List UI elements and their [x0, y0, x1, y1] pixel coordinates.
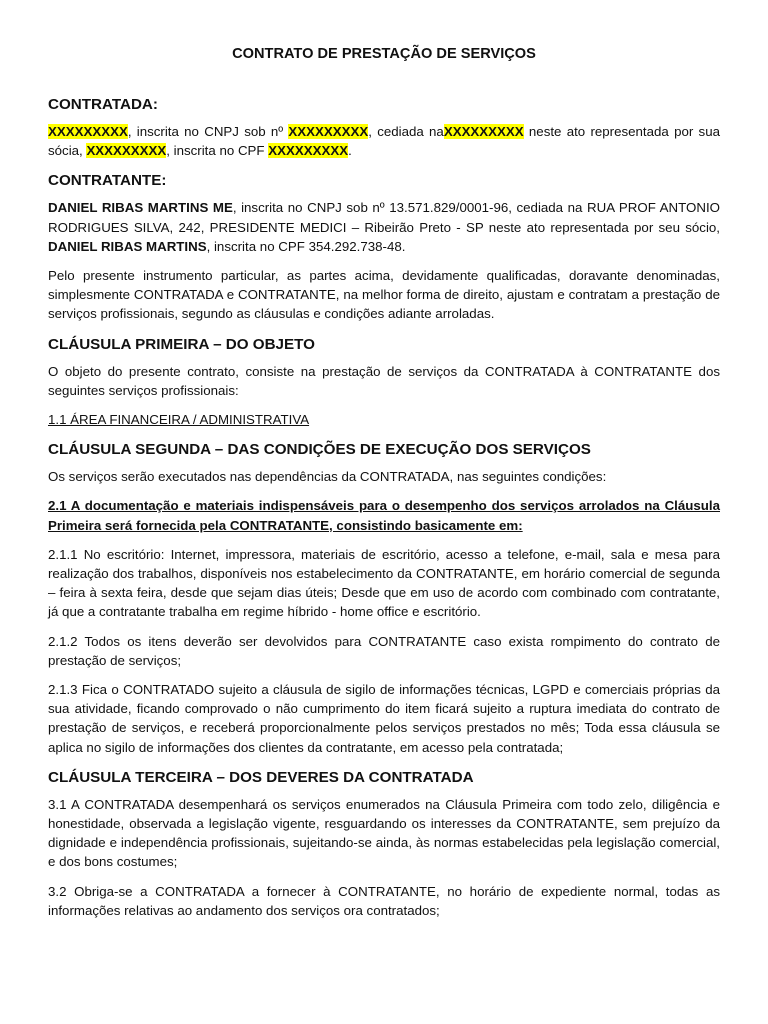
clausula-primeira-heading: CLÁUSULA PRIMEIRA – DO OBJETO [48, 335, 315, 353]
contratada-heading: CONTRATADA: [48, 96, 158, 113]
placeholder-highlight: XXXXXXXXX [48, 124, 128, 139]
placeholder-highlight: XXXXXXXXX [268, 143, 349, 159]
contratante-heading: CONTRATANTE: [48, 172, 167, 190]
clausula-primeira-text: O objeto do presente contrato, consiste na prestação de serviços da CONTRATADA à CONTRATANTE dos seguintes serviços profissionais: [48, 363, 720, 398]
contratada-paragraph: XXXXXXXXX, inscrita no CNPJ sob nº XXXXXXXXX, cediada naXXXXXXXXX neste ato representada por sua sócia, XXXXXXXXX, inscrita no CPF XXXXXXXXX. [48, 124, 720, 159]
contratante-paragraph: DANIEL RIBAS MARTINS ME, inscrita no CNPJ sob nº 13.571.829/0001-96, cediada na RUA PROF ANTONIO RODRIGUES SILVA, 242, PRESIDENTE MEDICI – Ribeirão Preto - SP neste ato representada por seu sócio, DANIEL RIBAS MARTINS, inscrita no CPF 354.292.738-48. [48, 200, 720, 254]
clausula-terceira-heading: CLÁUSULA TERCEIRA – DOS DEVERES DA CONTRATADA [48, 768, 474, 786]
placeholder-highlight: XXXXXXXXX [443, 124, 524, 139]
clausula-primeira-item: 1.1 ÁREA FINANCEIRA / ADMINISTRATIVA [48, 412, 310, 428]
intro-paragraph: Pelo presente instrumento particular, as partes acima, devidamente qualificadas, doravante denominadas, simplesmente CONTRATADA e CONTRATANTE, na melhor forma de direito, ajustam e contratam a prestação de serviços profissionais, segundo as cláusulas e condições adiante arroladas. [48, 268, 720, 322]
clausula-segunda-item-2-1-3: 2.1.3 Fica o CONTRATADO sujeito a cláusula de sigilo de informações técnicas, LGPD e comerciais próprias da sua atividade, ficando comprovado o não cumprimento do item ficará sujeito a ruptura imediata do contrato de prestação de serviços, e receberá proporcionalmente pelos serviços prestados no mês; Toda essa cláusula se aplica no sigilo de informações dos clientes da contratante, em acesso pela contratada; [48, 682, 720, 755]
clausula-segunda-item-2-1: 2.1 A documentação e materiais indispensáveis para o desempenho dos serviços arrolados na Cláusula Primeira será fornecida pela CONTRATANTE, consistindo basicamente em: [48, 498, 720, 533]
contratante-partner: DANIEL RIBAS MARTINS [48, 238, 207, 254]
placeholder-highlight: XXXXXXXXX [288, 124, 369, 139]
clausula-terceira-item-3-1: 3.1 A CONTRATADA desempenhará os serviços enumerados na Cláusula Primeira com todo zelo, diligência e honestidade, observada a legislação vigente, resguardando os interesses da CONTRATANTE, sem prejuízo da dignidade e independência profissionais, sujeitando-se ainda, às normas estabelecidas pela legislação comercial, e dos bons costumes; [48, 796, 720, 870]
clausula-terceira-item-3-2: 3.2 Obriga-se a CONTRATADA a fornecer à CONTRATANTE, no horário de expediente normal, todas as informações relativas ao andamento dos serviços ora contratados; [48, 883, 720, 918]
clausula-segunda-item-2-1-2: 2.1.2 Todos os itens deverão ser devolvidos para CONTRATANTE caso exista rompimento do contrato de prestação de serviços; [48, 633, 720, 668]
placeholder-highlight: XXXXXXXXX [86, 143, 167, 159]
document-title: CONTRATO DE PRESTAÇÃO DE SERVIÇOS [232, 46, 536, 62]
clausula-segunda-text: Os serviços serão executados nas dependências da CONTRATADA, nas seguintes condições: [48, 469, 607, 485]
clausula-segunda-heading: CLÁUSULA SEGUNDA – DAS CONDIÇÕES DE EXECUÇÃO DOS SERVIÇOS [48, 441, 591, 459]
clausula-segunda-item-2-1-1: 2.1.1 No escritório: Internet, impressora, materiais de escritório, acesso a telefone, e-mail, sala e mesa para realização dos trabalhos, disponíveis nos estabelecimento da CONTRATANTE, em horário comercial de segunda – feira à sexta feira, desde que sejam dias úteis; Desde que em uso de acordo com combinado com contratante, já que a contratante trabalha em regime híbrido - home office e escritório. [48, 546, 720, 620]
contratante-name: DANIEL RIBAS MARTINS ME [48, 200, 233, 216]
